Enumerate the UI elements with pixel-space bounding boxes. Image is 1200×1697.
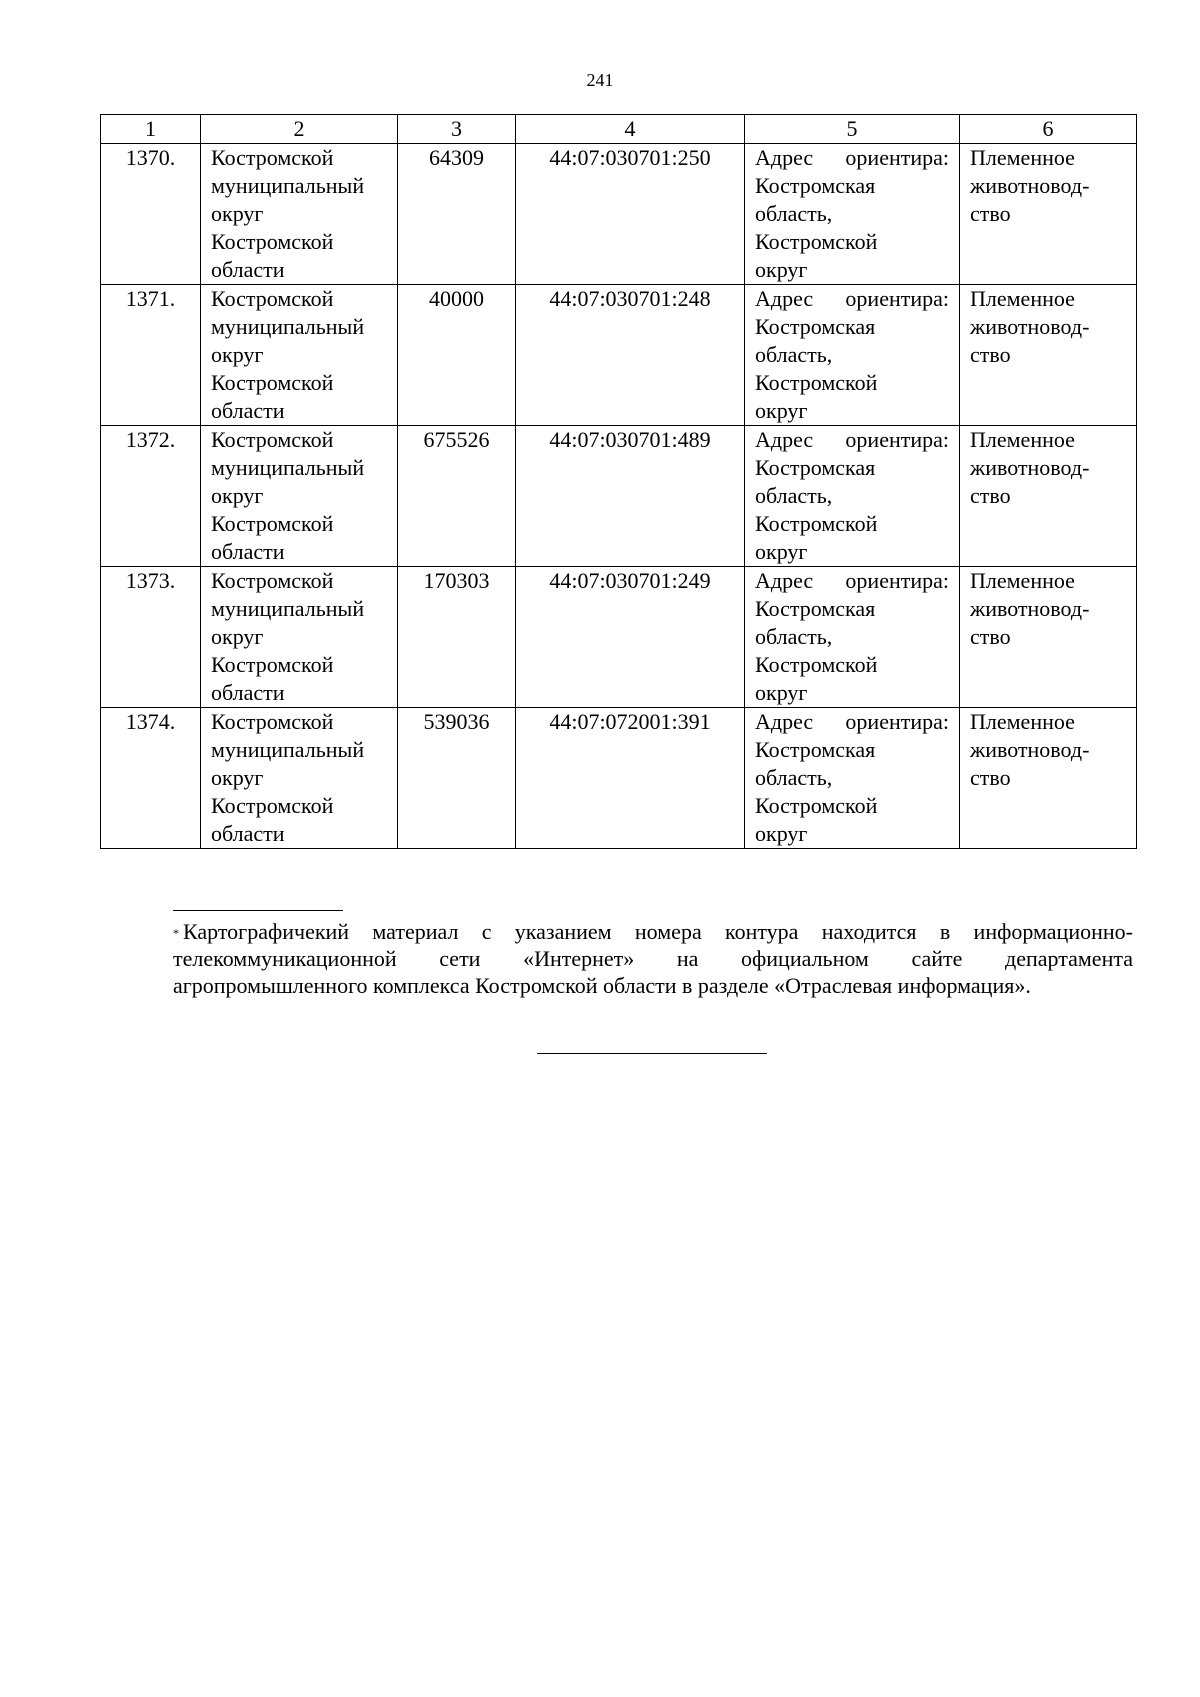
cadastral-number-cell: 44:07:072001:391 — [516, 708, 745, 849]
footnote-word: официальном — [741, 946, 869, 971]
footnote-word-text: с — [481, 919, 492, 944]
area-cell: 539036 — [398, 708, 516, 849]
municipality-line: муниципальный — [211, 596, 365, 621]
address-word: Адрес — [755, 709, 814, 734]
municipality-line: Костромской — [211, 568, 334, 593]
cadastral-number-cell: 44:07:030701:489 — [516, 426, 745, 567]
municipality-line: области — [211, 539, 285, 564]
municipality-cell — [201, 567, 398, 708]
footnote-word — [725, 918, 798, 945]
address-cell — [745, 144, 960, 285]
land-use-line: Племенное — [970, 145, 1075, 170]
land-use-cell — [960, 426, 1137, 567]
footnote-word — [173, 918, 349, 945]
cadastral-number-cell: 44:07:030701:249 — [516, 567, 745, 708]
municipality-line: Костромской — [211, 229, 334, 254]
municipality-line: муниципальный — [211, 737, 365, 762]
page-number: 241 — [586, 70, 614, 90]
footnote-word-text: Картографичекий — [183, 919, 350, 944]
municipality-cell — [201, 285, 398, 426]
footnote-word — [482, 918, 492, 945]
footnote-word-text: номера — [634, 919, 702, 944]
table-row — [101, 708, 1137, 849]
address-line: Костромская — [755, 173, 876, 198]
address-word: Адрес — [755, 427, 814, 452]
footnote-word-text: информационно- — [973, 919, 1133, 944]
land-use-line: Племенное — [970, 286, 1075, 311]
municipality-cell — [201, 426, 398, 567]
row-number: 1371. — [101, 285, 201, 426]
area-cell: 40000 — [398, 285, 516, 426]
address-line: область, — [755, 624, 833, 649]
footnote-line-1 — [173, 918, 1133, 945]
column-header-1: 1 — [101, 115, 201, 144]
footnote-word-text: находится — [821, 919, 917, 944]
address-line: Костромской — [755, 652, 878, 677]
land-use-line: ство — [970, 624, 1011, 649]
address-first-line — [755, 285, 949, 313]
land-use-cell — [960, 708, 1137, 849]
footnote-separator — [173, 910, 343, 911]
address-line: Костромской — [755, 370, 878, 395]
municipality-cell — [201, 708, 398, 849]
footnote-word-text: материал — [372, 919, 459, 944]
area-cell: 170303 — [398, 567, 516, 708]
address-cell — [745, 426, 960, 567]
address-first-line — [755, 708, 949, 736]
municipality-line: муниципальный — [211, 173, 365, 198]
address-line: округ — [755, 680, 808, 705]
cadastral-number-cell: 44:07:030701:250 — [516, 144, 745, 285]
footnote-word — [515, 918, 612, 945]
row-number: 1370. — [101, 144, 201, 285]
column-header-4: 4 — [516, 115, 745, 144]
footnote-line-3: агропромышленного комплекса Костромской области в разделе «Отраслевая информация». — [173, 973, 1031, 998]
municipality-cell — [201, 144, 398, 285]
land-use-line: Племенное — [970, 427, 1075, 452]
land-use-cell — [960, 285, 1137, 426]
footnote-word — [940, 918, 950, 945]
municipality-line: Костромской — [211, 793, 334, 818]
column-header-2: 2 — [201, 115, 398, 144]
municipality-line: округ — [211, 483, 264, 508]
municipality-line: муниципальный — [211, 455, 365, 480]
address-cell — [745, 708, 960, 849]
address-word: ориентира: — [845, 427, 949, 452]
table-body — [101, 144, 1137, 849]
address-line: округ — [755, 821, 808, 846]
land-plots-table — [100, 114, 1137, 849]
footnote-word — [822, 918, 917, 945]
row-number: 1374. — [101, 708, 201, 849]
municipality-line: Костромской — [211, 286, 334, 311]
municipality-line: Костромской — [211, 709, 334, 734]
land-use-line: животновод- — [970, 173, 1090, 198]
land-use-line: Племенное — [970, 568, 1075, 593]
municipality-line: области — [211, 680, 285, 705]
table-row — [101, 144, 1137, 285]
footnote-word-text: указанием — [514, 919, 612, 944]
footnote-word: «Интернет» — [523, 946, 635, 971]
table-header-row — [101, 115, 1137, 144]
address-line: Костромская — [755, 737, 876, 762]
municipality-line: муниципальный — [211, 314, 365, 339]
address-cell — [745, 567, 960, 708]
table-row — [101, 426, 1137, 567]
footnote-word: департамента — [1005, 946, 1133, 971]
footnote-word: сети — [439, 946, 481, 971]
address-word: ориентира: — [845, 568, 949, 593]
municipality-line: округ — [211, 765, 264, 790]
land-use-line: ство — [970, 765, 1011, 790]
address-first-line — [755, 426, 949, 454]
address-first-line — [755, 567, 949, 595]
land-use-line: Племенное — [970, 709, 1075, 734]
address-word: Адрес — [755, 568, 814, 593]
row-number: 1372. — [101, 426, 201, 567]
municipality-line: области — [211, 398, 285, 423]
address-line: Костромской — [755, 229, 878, 254]
address-line: Костромской — [755, 793, 878, 818]
table-row — [101, 285, 1137, 426]
address-line: округ — [755, 539, 808, 564]
address-word: Адрес — [755, 286, 814, 311]
address-line: Костромская — [755, 596, 876, 621]
land-use-line: животновод- — [970, 596, 1090, 621]
address-word: ориентира: — [845, 286, 949, 311]
footnote-word: телекоммуникационной — [173, 946, 397, 971]
column-header-6: 6 — [960, 115, 1137, 144]
end-of-page-rule — [537, 1053, 767, 1054]
municipality-line: Костромской — [211, 145, 334, 170]
footnote-word-text: в — [939, 919, 951, 944]
column-header-5: 5 — [745, 115, 960, 144]
address-line: Костромской — [755, 511, 878, 536]
land-use-cell — [960, 144, 1137, 285]
address-cell — [745, 285, 960, 426]
footnote-word: сайте — [911, 946, 963, 971]
address-line: область, — [755, 201, 833, 226]
address-line: область, — [755, 765, 833, 790]
land-use-line: ство — [970, 342, 1011, 367]
municipality-line: Костромской — [211, 370, 334, 395]
row-number: 1373. — [101, 567, 201, 708]
cadastral-number-cell: 44:07:030701:248 — [516, 285, 745, 426]
footnote-word — [635, 918, 702, 945]
land-use-cell — [960, 567, 1137, 708]
municipality-line: области — [211, 257, 285, 282]
municipality-line: Костромской — [211, 652, 334, 677]
land-use-line: ство — [970, 201, 1011, 226]
address-line: область, — [755, 342, 833, 367]
footnote-line-2 — [173, 945, 1133, 972]
municipality-line: округ — [211, 624, 264, 649]
area-cell: 64309 — [398, 144, 516, 285]
municipality-line: области — [211, 821, 285, 846]
address-word: ориентира: — [845, 709, 949, 734]
footnote — [173, 918, 1133, 999]
land-use-line: животновод- — [970, 455, 1090, 480]
footnote-word — [974, 918, 1133, 945]
municipality-line: округ — [211, 201, 264, 226]
footnote-word: на — [676, 946, 699, 971]
municipality-line: округ — [211, 342, 264, 367]
municipality-line: Костромской — [211, 427, 334, 452]
land-use-line: животновод- — [970, 314, 1090, 339]
address-line: округ — [755, 398, 808, 423]
address-line: Костромская — [755, 455, 876, 480]
area-cell: 675526 — [398, 426, 516, 567]
land-use-line: животновод- — [970, 737, 1090, 762]
address-first-line — [755, 144, 949, 172]
footnote-word-text: контура — [725, 919, 799, 944]
address-word: ориентира: — [845, 145, 949, 170]
column-header-3: 3 — [398, 115, 516, 144]
address-line: округ — [755, 257, 808, 282]
address-line: область, — [755, 483, 833, 508]
footnote-word — [372, 918, 458, 945]
table-row — [101, 567, 1137, 708]
footnote-marker: * — [173, 926, 179, 940]
address-line: Костромская — [755, 314, 876, 339]
address-word: Адрес — [755, 145, 814, 170]
municipality-line: Костромской — [211, 511, 334, 536]
land-use-line: ство — [970, 483, 1011, 508]
